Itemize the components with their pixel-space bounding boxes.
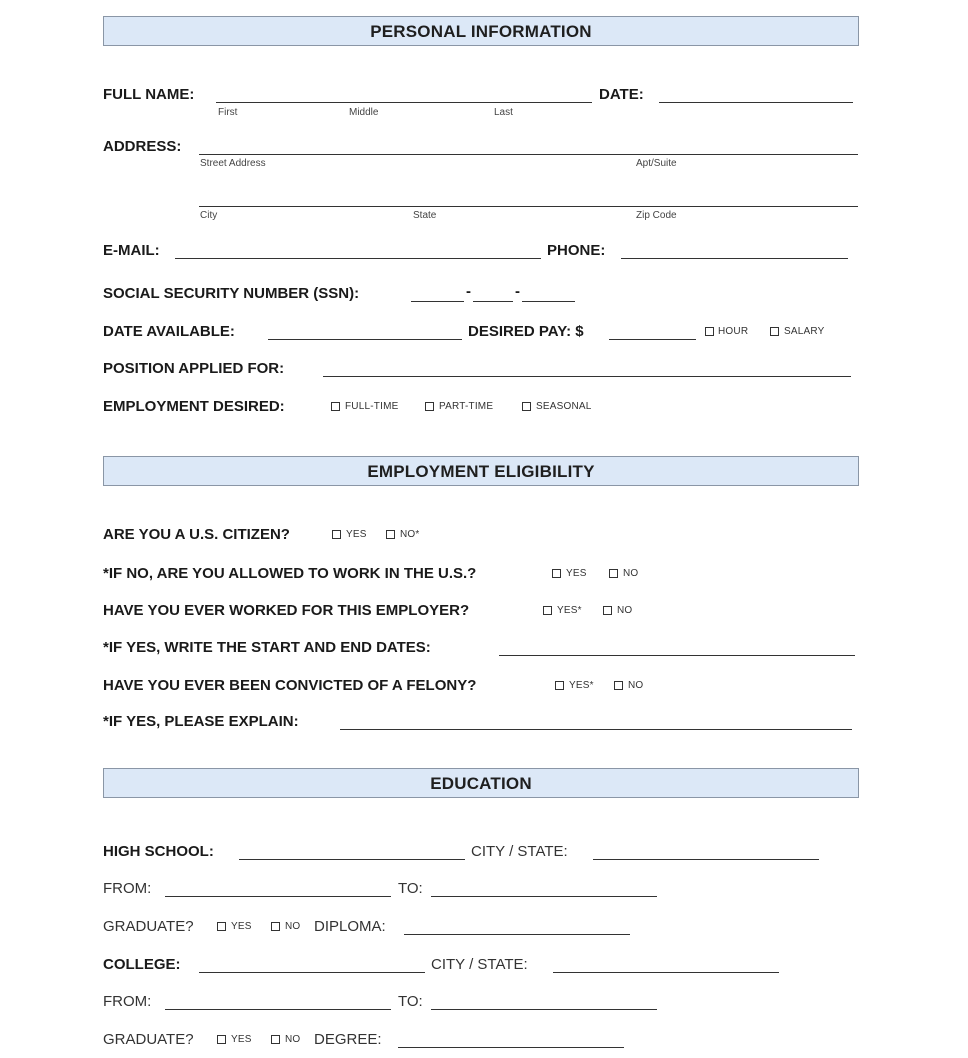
high-school-to-field[interactable] <box>431 896 657 897</box>
street-address-field[interactable] <box>199 154 858 155</box>
high-school-from-label: FROM: <box>103 880 152 897</box>
citizen-yes-checkbox[interactable] <box>332 530 341 539</box>
felony-yes-checkbox[interactable] <box>555 681 564 690</box>
felony-yes-label: YES* <box>569 680 594 691</box>
citizen-no-checkbox[interactable] <box>386 530 395 539</box>
college-city-state-label: CITY / STATE: <box>431 956 528 973</box>
employment-desired-label: EMPLOYMENT DESIRED: <box>103 398 285 415</box>
date-available-field[interactable] <box>268 339 462 340</box>
allowed-no-checkbox[interactable] <box>609 569 618 578</box>
desired-pay-field[interactable] <box>609 339 696 340</box>
address-label: ADDRESS: <box>103 138 182 155</box>
street-address-caption: Street Address <box>200 158 266 169</box>
college-graduate-yes-label: YES <box>231 1034 252 1045</box>
college-city-state-field[interactable] <box>553 972 779 973</box>
high-school-from-field[interactable] <box>165 896 391 897</box>
date-available-label: DATE AVAILABLE: <box>103 323 235 340</box>
college-to-field[interactable] <box>431 1009 657 1010</box>
city-caption: City <box>200 210 218 221</box>
high-school-city-state-field[interactable] <box>593 859 819 860</box>
date-label: DATE: <box>599 86 644 103</box>
high-school-graduate-label: GRADUATE? <box>103 918 194 935</box>
salary-checkbox[interactable] <box>770 327 779 336</box>
degree-label: DEGREE: <box>314 1031 382 1048</box>
worked-for-employer-question: HAVE YOU EVER WORKED FOR THIS EMPLOYER? <box>103 602 470 619</box>
high-school-city-state-label: CITY / STATE: <box>471 843 568 860</box>
high-school-graduate-no-checkbox[interactable] <box>271 922 280 931</box>
college-to-label: TO: <box>398 993 423 1010</box>
citizen-question: ARE YOU A U.S. CITIZEN? <box>103 526 290 543</box>
felony-no-checkbox[interactable] <box>614 681 623 690</box>
ssn-label: SOCIAL SECURITY NUMBER (SSN): <box>103 285 360 302</box>
ssn-dash-1: - <box>466 283 471 300</box>
section-header-employment-eligibility: EMPLOYMENT ELIGIBILITY <box>103 456 859 486</box>
salary-option-label: SALARY <box>784 326 825 337</box>
position-applied-label: POSITION APPLIED FOR: <box>103 360 285 377</box>
felony-no-label: NO <box>628 680 644 691</box>
ssn-dash-2: - <box>515 283 520 300</box>
worked-yes-checkbox[interactable] <box>543 606 552 615</box>
college-field[interactable] <box>199 972 425 973</box>
allowed-yes-label: YES <box>566 568 587 579</box>
citizen-yes-label: YES <box>346 529 367 540</box>
start-end-dates-question: *IF YES, WRITE THE START AND END DATES: <box>103 639 431 656</box>
middle-name-caption: Middle <box>349 107 379 118</box>
worked-no-label: NO <box>617 605 633 616</box>
seasonal-option-label: SEASONAL <box>536 401 592 412</box>
college-graduate-no-label: NO <box>285 1034 301 1045</box>
high-school-to-label: TO: <box>398 880 423 897</box>
full-name-label: FULL NAME: <box>103 86 195 103</box>
desired-pay-label: DESIRED PAY: $ <box>468 323 584 340</box>
first-name-caption: First <box>218 107 238 118</box>
college-graduate-yes-checkbox[interactable] <box>217 1035 226 1044</box>
part-time-checkbox[interactable] <box>425 402 434 411</box>
ssn-part-2-field[interactable] <box>473 301 513 302</box>
felony-explain-field[interactable] <box>340 729 852 730</box>
last-name-caption: Last <box>494 107 513 118</box>
worked-yes-label: YES* <box>557 605 582 616</box>
allowed-no-label: NO <box>623 568 639 579</box>
high-school-graduate-yes-label: YES <box>231 921 252 932</box>
full-name-field[interactable] <box>216 102 592 103</box>
start-end-dates-field[interactable] <box>499 655 855 656</box>
phone-label: PHONE: <box>547 242 606 259</box>
diploma-label: DIPLOMA: <box>314 918 386 935</box>
felony-explain-question: *IF YES, PLEASE EXPLAIN: <box>103 713 299 730</box>
college-from-field[interactable] <box>165 1009 391 1010</box>
full-time-checkbox[interactable] <box>331 402 340 411</box>
hour-checkbox[interactable] <box>705 327 714 336</box>
diploma-field[interactable] <box>404 934 630 935</box>
college-label: COLLEGE: <box>103 956 181 973</box>
full-time-option-label: FULL-TIME <box>345 401 399 412</box>
phone-field[interactable] <box>621 258 848 259</box>
apt-suite-caption: Apt/Suite <box>636 158 677 169</box>
high-school-label: HIGH SCHOOL: <box>103 843 214 860</box>
part-time-option-label: PART-TIME <box>439 401 494 412</box>
high-school-graduate-yes-checkbox[interactable] <box>217 922 226 931</box>
email-label: E-MAIL: <box>103 242 160 259</box>
felony-question: HAVE YOU EVER BEEN CONVICTED OF A FELONY? <box>103 677 477 694</box>
zip-code-caption: Zip Code <box>636 210 677 221</box>
date-field[interactable] <box>659 102 853 103</box>
position-applied-field[interactable] <box>323 376 851 377</box>
ssn-part-3-field[interactable] <box>522 301 575 302</box>
seasonal-checkbox[interactable] <box>522 402 531 411</box>
high-school-graduate-no-label: NO <box>285 921 301 932</box>
city-state-zip-field[interactable] <box>199 206 858 207</box>
degree-field[interactable] <box>398 1047 624 1048</box>
allowed-yes-checkbox[interactable] <box>552 569 561 578</box>
allowed-to-work-question: *IF NO, ARE YOU ALLOWED TO WORK IN THE U.S.? <box>103 565 477 582</box>
hour-option-label: HOUR <box>718 326 749 337</box>
college-graduate-label: GRADUATE? <box>103 1031 194 1048</box>
ssn-part-1-field[interactable] <box>411 301 464 302</box>
email-field[interactable] <box>175 258 541 259</box>
section-header-personal-information: PERSONAL INFORMATION <box>103 16 859 46</box>
state-caption: State <box>413 210 437 221</box>
section-header-education: EDUCATION <box>103 768 859 798</box>
college-from-label: FROM: <box>103 993 152 1010</box>
citizen-no-label: NO* <box>400 529 420 540</box>
college-graduate-no-checkbox[interactable] <box>271 1035 280 1044</box>
worked-no-checkbox[interactable] <box>603 606 612 615</box>
high-school-field[interactable] <box>239 859 465 860</box>
